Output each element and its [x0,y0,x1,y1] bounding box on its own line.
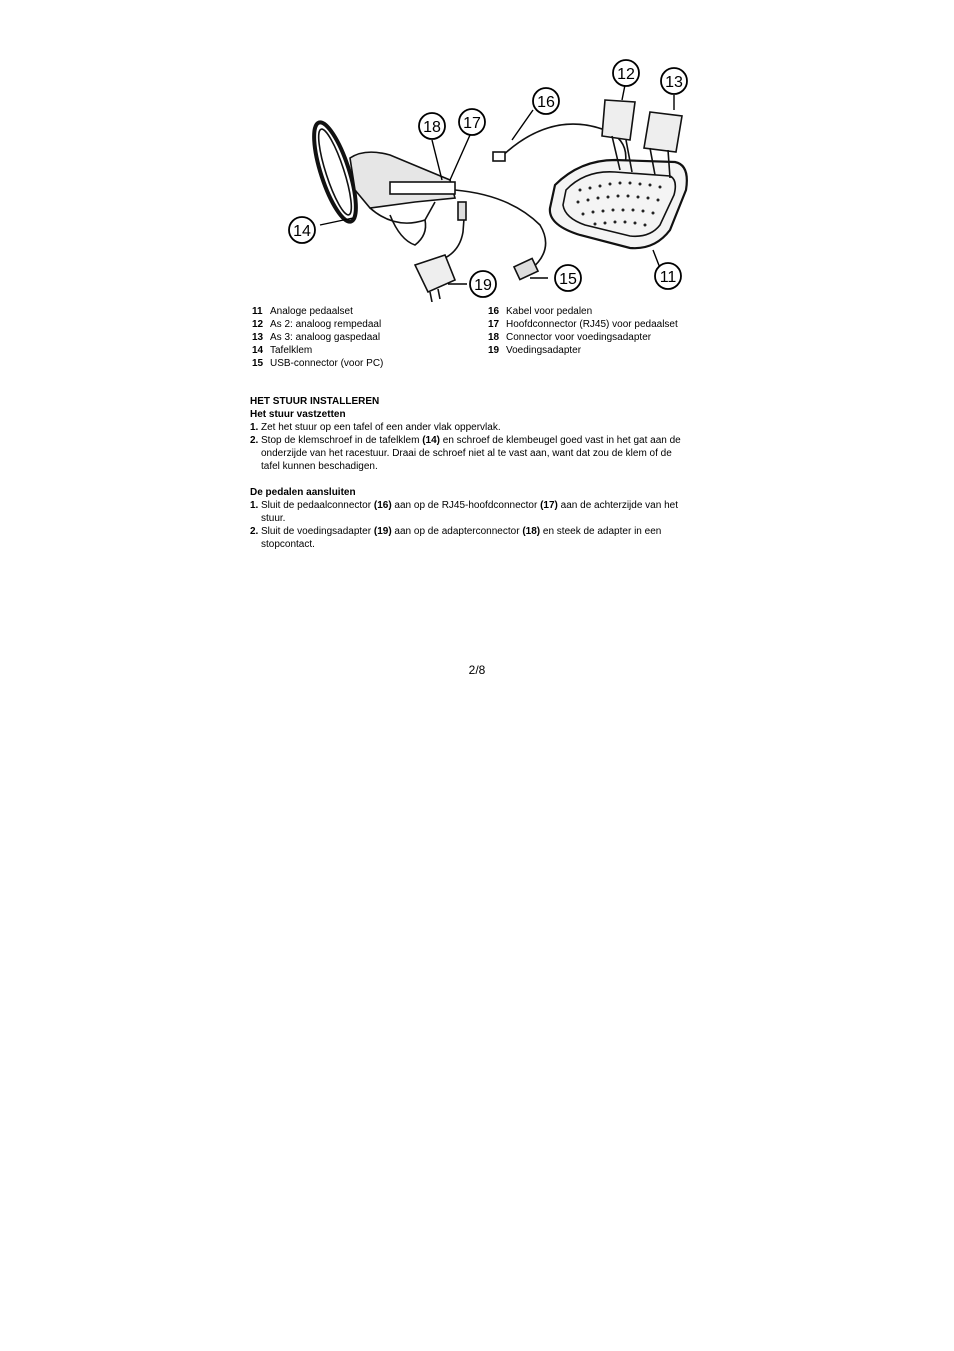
step-number: 1. [250,422,259,433]
subsection-title-pedals: De pedalen aansluiten [250,487,356,498]
legend-label: As 2: analoog rempedaal [270,319,382,330]
legend-number: 12 [252,319,264,330]
legend-number: 17 [488,319,500,330]
wheel-pedals-illustration [250,40,700,302]
step-text: Stop de klemschroef in de tafelklem (14) en schroef de klembeugel goed vast in het gat aan de onderzijde van het racestuur. Draai de schroef niet al te vast aan, want dat zou de klem of de tafel kunnen beschadigen. [261,435,681,472]
legend-label: USB-connector (voor PC) [270,358,384,369]
callout-18: 18 [423,119,441,136]
legend-item [488,344,678,357]
legend-number: 13 [252,332,264,343]
step-number: 1. [250,500,259,511]
page-number: 2/8 [468,663,486,677]
step-number: 2. [250,435,259,446]
legend-label: Kabel voor pedalen [506,306,593,317]
section-title: HET STUUR INSTALLEREN [250,396,380,407]
step-text: Sluit de voedingsadapter (19) aan op de adapterconnector (18) en steek de adapter in een stopcontact. [261,526,662,550]
legend-number: 11 [252,306,263,317]
step-number: 2. [250,526,259,537]
steps-mount-wheel [250,421,690,473]
legend-label: As 3: analoog gaspedaal [270,332,381,343]
step-item [250,525,690,551]
legend-number: 14 [252,345,264,356]
legend-item [252,331,383,344]
steps-connect-pedals [250,499,690,551]
legend-number: 18 [488,332,500,343]
legend-label: Connector voor voedingsadapter [506,332,652,343]
legend-item [252,318,383,331]
callout-17: 17 [463,115,481,132]
legend-number: 16 [488,306,500,317]
callout-11: 11 [659,269,677,286]
legend-number: 15 [252,358,264,369]
step-item [250,421,690,434]
step-text: Sluit de pedaalconnector (16) aan op de RJ45-hoofdconnector (17) aan de achterzijde van het stuur. [261,500,678,524]
legend-item [488,318,678,331]
callout-15: 15 [559,271,577,288]
step-item [250,434,690,473]
callout-16: 16 [537,94,555,111]
legend-item [252,357,383,370]
legend-label: Voedingsadapter [506,345,582,356]
step-item [250,499,690,525]
legend-label: Analoge pedaalset [270,306,353,317]
legend-right [488,305,678,357]
subsection-title-mount: Het stuur vastzetten [250,409,346,420]
callout-12: 12 [617,66,635,83]
legend-item [252,344,383,357]
legend-number: 19 [488,345,500,356]
callout-19: 19 [474,277,492,294]
legend-label: Tafelklem [270,345,313,356]
callout-13: 13 [665,74,683,91]
legend-label: Hoofdconnector (RJ45) voor pedaalset [506,319,678,330]
legend-item [488,305,678,318]
legend-left [252,305,383,370]
callout-14: 14 [293,223,311,240]
legend-item [252,305,383,318]
legend-item [488,331,678,344]
step-text: Zet het stuur op een tafel of een ander vlak oppervlak. [261,422,501,433]
